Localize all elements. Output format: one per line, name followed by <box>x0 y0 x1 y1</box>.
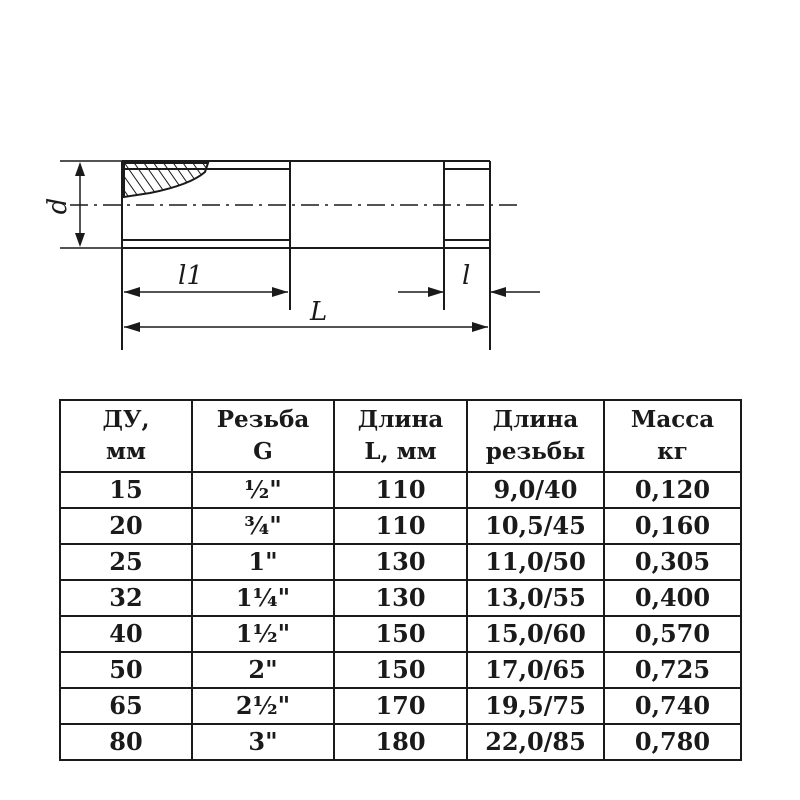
cell-du: 25 <box>60 544 192 580</box>
label-l1: l1 <box>178 261 203 291</box>
cell-du: 65 <box>60 688 192 724</box>
table-row <box>60 724 741 760</box>
cell-mass: 0,725 <box>604 652 741 688</box>
cell-mass: 0,400 <box>604 580 741 616</box>
cell-mass: 0,570 <box>604 616 741 652</box>
cell-thread: ¾" <box>192 508 334 544</box>
cell-mass: 0,120 <box>604 472 741 508</box>
cell-thread: 2" <box>192 652 334 688</box>
table-row <box>60 472 741 508</box>
cell-du: 15 <box>60 472 192 508</box>
cell-thread-length: 13,0/55 <box>467 580 604 616</box>
table-row <box>60 616 741 652</box>
pipe-drawing <box>0 0 800 380</box>
table-row <box>60 652 741 688</box>
header-mass: Масса кг <box>604 400 741 472</box>
cell-length: 110 <box>334 472 467 508</box>
cell-du: 20 <box>60 508 192 544</box>
cell-thread-length: 22,0/85 <box>467 724 604 760</box>
cell-thread-length: 17,0/65 <box>467 652 604 688</box>
header-row <box>60 400 741 472</box>
cell-thread-length: 9,0/40 <box>467 472 604 508</box>
cell-length: 110 <box>334 508 467 544</box>
header-du: ДУ, мм <box>60 400 192 472</box>
header-thread-length: Длина резьбы <box>467 400 604 472</box>
label-l: l <box>462 261 471 291</box>
cell-length: 150 <box>334 616 467 652</box>
cell-mass: 0,305 <box>604 544 741 580</box>
cell-thread: 2½" <box>192 688 334 724</box>
table-row <box>60 580 741 616</box>
cell-mass: 0,780 <box>604 724 741 760</box>
cell-thread: 1¼" <box>192 580 334 616</box>
cell-length: 180 <box>334 724 467 760</box>
label-d: d <box>43 197 73 215</box>
cell-du: 80 <box>60 724 192 760</box>
table-row <box>60 508 741 544</box>
cell-length: 130 <box>334 544 467 580</box>
cell-length: 130 <box>334 580 467 616</box>
cell-thread-length: 15,0/60 <box>467 616 604 652</box>
cell-du: 50 <box>60 652 192 688</box>
cell-thread: 3" <box>192 724 334 760</box>
cell-thread-length: 11,0/50 <box>467 544 604 580</box>
cell-du: 32 <box>60 580 192 616</box>
table-row <box>60 688 741 724</box>
hatched-section <box>124 163 208 197</box>
header-length: Длина L, мм <box>334 400 467 472</box>
cell-thread-length: 19,5/75 <box>467 688 604 724</box>
cell-mass: 0,740 <box>604 688 741 724</box>
cell-length: 170 <box>334 688 467 724</box>
cell-thread: ½" <box>192 472 334 508</box>
table-row <box>60 544 741 580</box>
cell-du: 40 <box>60 616 192 652</box>
cell-length: 150 <box>334 652 467 688</box>
label-length: L <box>310 297 328 327</box>
spec-table <box>59 399 742 761</box>
cell-thread-length: 10,5/45 <box>467 508 604 544</box>
cell-thread: 1½" <box>192 616 334 652</box>
cell-mass: 0,160 <box>604 508 741 544</box>
header-thread: Резьба G <box>192 400 334 472</box>
cell-thread: 1" <box>192 544 334 580</box>
